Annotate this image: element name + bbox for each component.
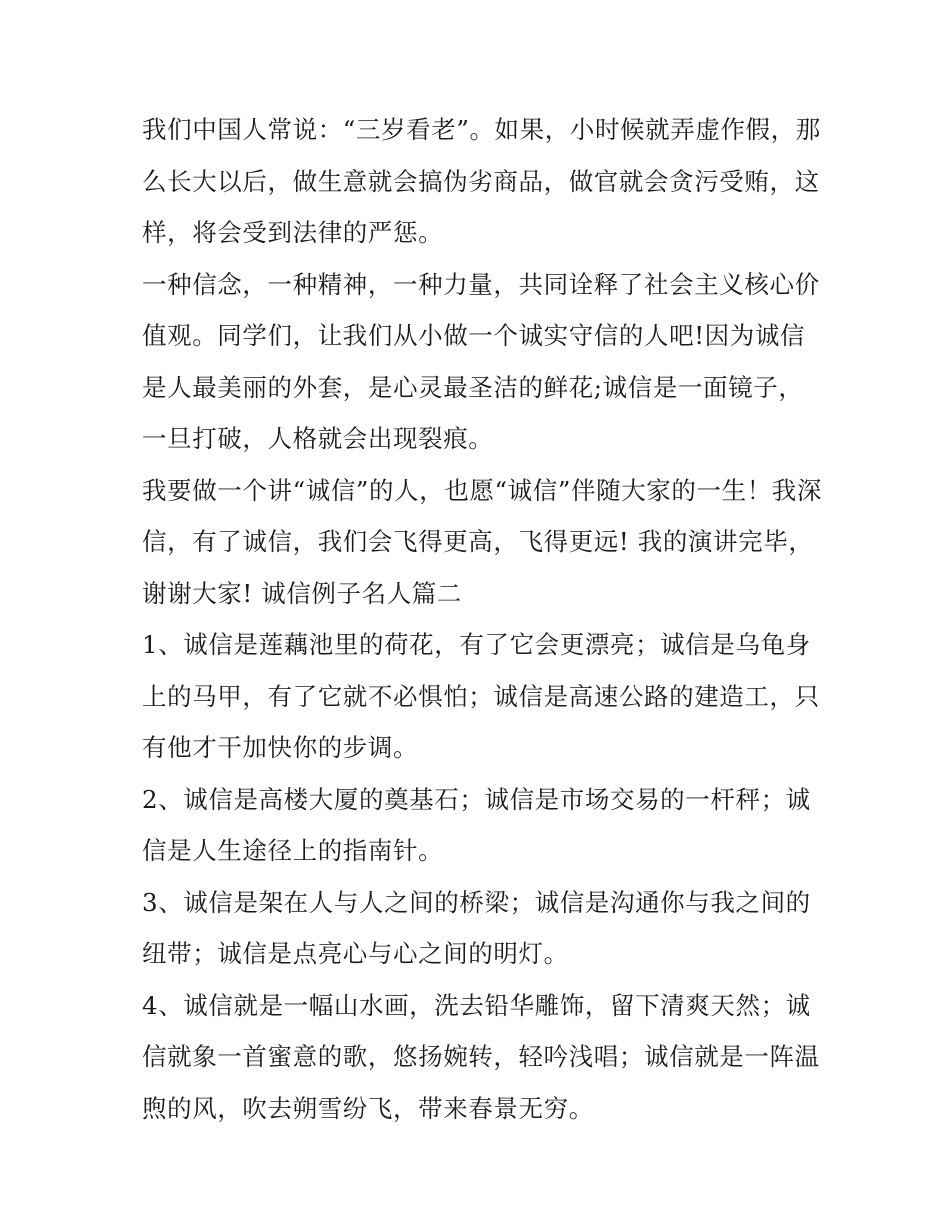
text-line: 有他才干加快你的步调。 (142, 733, 419, 762)
list-item-1 (142, 619, 822, 774)
paragraph-speech-closing (142, 465, 822, 620)
text-line: 上的马甲，有了它就不必惧怕；诚信是高速公路的建造工，只 (142, 681, 820, 711)
text-line: 煦的风，吹去朔雪纷飞，带来春景无穷。 (142, 1093, 594, 1123)
text-line: 谢谢大家! 诚信例子名人篇二 (142, 578, 463, 608)
text-line: 是人最美丽的外套，是心灵最圣洁的鲜花;诚信是一面镜子， (142, 372, 804, 402)
document-body (142, 104, 822, 1134)
text-line: 我们中国人常说：“三岁看老”。如果，小时候就弄虚作假，那 (142, 115, 821, 144)
text-line: 我要做一个讲“诚信”的人，也愿“诚信”伴随大家的一生！我深 (142, 475, 822, 505)
text-line: 一旦打破，人格就会出现裂痕。 (142, 424, 494, 453)
text-line: 2、诚信是高楼大厦的奠基石；诚信是市场交易的一杆秤；诚 (142, 784, 811, 814)
text-line: 3、诚信是架在人与人之间的桥梁；诚信是沟通你与我之间的 (142, 887, 811, 917)
text-line: 1、诚信是莲藕池里的荷花，有了它会更漂亮；诚信是乌龟身 (142, 630, 811, 659)
list-item-3 (142, 877, 822, 980)
paragraph-core-values (142, 259, 822, 465)
text-line: 么长大以后，做生意就会搞伪劣商品，做官就会贪污受贿，这 (142, 166, 820, 196)
text-line: 一种信念，一种精神，一种力量，共同诠释了社会主义核心价 (142, 269, 820, 299)
text-line: 样，将会受到法律的严惩。 (142, 218, 444, 247)
list-item-2 (142, 774, 822, 877)
text-line: 信，有了诚信，我们会飞得更高，飞得更远! 我的演讲完毕， (142, 527, 814, 556)
text-line: 信就象一首蜜意的歌，悠扬婉转，轻吟浅唱；诚信就是一阵温 (142, 1042, 820, 1071)
paragraph-san-sui-kan-lao (142, 104, 822, 259)
list-item-4 (142, 980, 822, 1135)
text-line: 值观。同学们，让我们从小做一个诚实守信的人吧!因为诚信 (142, 321, 806, 350)
text-line: 信是人生途径上的指南针。 (142, 836, 444, 865)
text-line: 纽带；诚信是点亮心与心之间的明灯。 (142, 939, 569, 968)
text-line: 4、诚信就是一幅山水画，洗去铅华雕饰，留下清爽天然；诚 (142, 990, 811, 1020)
